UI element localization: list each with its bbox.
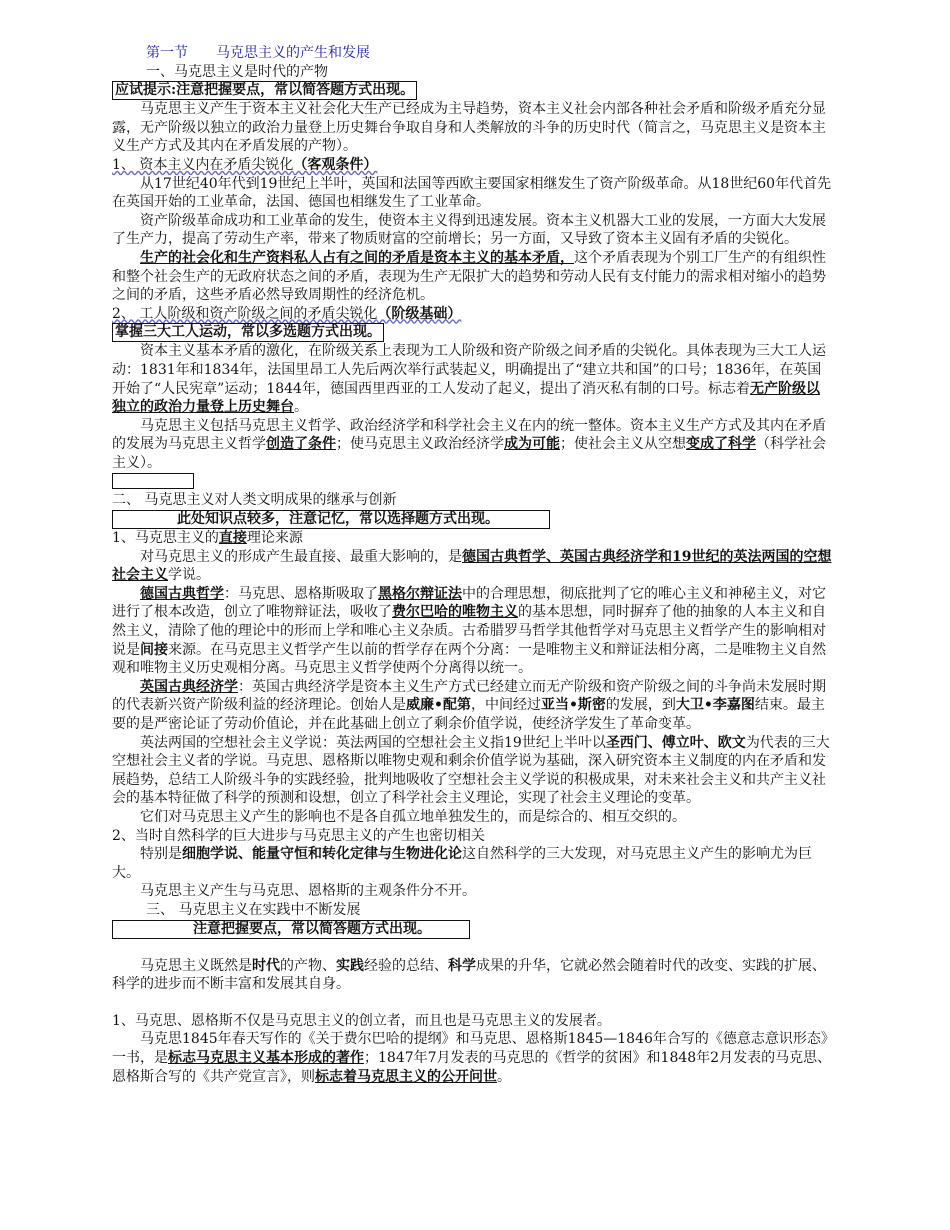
paragraph: 英法两国的空想社会主义学说：英法两国的空想社会主义指19世纪上半叶以圣西门、傅立叶、欧文为代表的三大空想社会主义者的学说。马克思、恩格斯以唯物史观和剩余价值学说为基础，深入研究资本主义制度的内在矛盾和发展趋势，总结工人阶级斗争的实践经验，批判地吸收了空想社会主义学说的积极成果，对未来社会主义和共产主义社会的基本特征做了科学的预测和设想，创立了科学社会主义理论，实现了社会主义理论的变革。: [112, 734, 830, 807]
subheading: 1、马克思、恩格斯不仅是马克思主义的创立者，而且也是马克思主义的发展者。: [112, 1012, 611, 1029]
paragraph: 马克思主义包括马克思主义哲学、政治经济学和科学社会主义在内的统一整体。资本主义生产方式及其内在矛盾的发展为马克思主义哲学创造了条件；使马克思主义政治经济学成为可能；使社会主义从空想变成了科学（科学社会主义）。: [112, 417, 826, 471]
paragraph: 从17世纪40年代到19世纪上半叶，英国和法国等西欧主要国家相继发生了资产阶级革命。从18世纪60年代首先在英国开始的工业革命，法国、德国也相继发生了工业革命。: [112, 175, 832, 211]
exam-tip-box: 此处知识点较多，注意记忆，常以选择题方式出现。: [112, 510, 550, 529]
paragraph: 英国古典经济学：英国古典经济学是资本主义生产方式已经建立而无产阶级和资产阶级之间的斗争尚未发展时期的代表新兴资产阶级利益的经济理论。创始人是威廉•配第，中间经过亚当•斯密的发展，到大卫•李嘉图结束。最主要的是严密论证了劳动价值论，并在此基础上创立了剩余价值学说，使经济学发生了革命变革。: [112, 678, 826, 732]
empty-box: [112, 473, 194, 489]
paragraph: 它们对马克思主义产生的影响也不是各自孤立地单独发生的，而是综合的、相互交织的。: [140, 808, 686, 825]
exam-tip-box: 掌握三大工人运动，常以多选题方式出现。: [112, 323, 384, 342]
subheading-2: 2、 工人阶级和资产阶级之间的矛盾尖锐化（阶级基础）: [112, 305, 462, 322]
paragraph: 资本主义基本矛盾的激化，在阶级关系上表现为工人阶级和资产阶级之间矛盾的尖锐化。具体表现为三大工人运动：1831年和1834年，法国里昂工人先后两次举行武装起义，明确提出了“建立共和国”的口号；1836年，在英国开始了“人民宪章”运动；1844年，德国西里西亚的工人发动了起义，提出了消灭私有制的口号。标志着无产阶级以独立的政治力量登上历史舞台。: [112, 343, 826, 416]
document-page: [112, 44, 832, 1086]
exam-tip-box: 应试提示:注意把握要点，常以简答题方式出现。: [112, 81, 417, 100]
exam-tip-box: 注意把握要点，常以简答题方式出现。: [112, 920, 470, 939]
subheading: 1、马克思主义的直接理论来源: [112, 530, 303, 547]
subheading: 2、当时自然科学的巨大进步与马克思主义的产生也密切相关: [112, 827, 485, 844]
paragraph: 资产阶级革命成功和工业革命的发生，使资本主义得到迅速发展。资本主义机器大工业的发展，一方面大大发展了生产力，提高了劳动生产率，带来了物质财富的空前增长；另一方面，又导致了资本主义固有矛盾的尖锐化。: [112, 212, 826, 248]
paragraph: 生产的社会化和生产资料私人占有之间的矛盾是资本主义的基本矛盾，这个矛盾表现为个别工厂生产的有组织性和整个社会生产的无政府状态之间的矛盾，表现为生产无限扩大的趋势和劳动人民有支付能力的需求相对缩小的趋势之间的矛盾，这些矛盾必然导致周期性的经济危机。: [112, 249, 826, 304]
section-title: 第一节 马克思主义的产生和发展: [146, 45, 370, 61]
paragraph: 马克思1845年春天写作的《关于费尔巴哈的提纲》和马克思、恩格斯1845—1846年合写的《德意志意识形态》一书，是标志马克思主义基本形成的著作；1847年7月发表的马克思的《哲学的贫困》和1848年2月发表的马克思、恩格斯合写的《共产党宣言》，则标志着马克思主义的公开问世。: [112, 1031, 832, 1085]
paragraph: 马克思主义既然是时代的产物、实践经验的总结、科学成果的升华，它就必然会随着时代的改变、实践的扩展、科学的进步而不断丰富和发展其自身。: [112, 957, 826, 993]
part1-heading: 一、马克思主义是时代的产物: [146, 63, 328, 80]
paragraph: 特别是细胞学说、能量守恒和转化定律与生物进化论这自然科学的三大发现，对马克思主义产生的影响尤为巨大。: [112, 846, 812, 881]
paragraph: 德国古典哲学：马克思、恩格斯吸取了黑格尔辩证法中的合理思想，彻底批判了它的唯心主义和神秘主义，对它进行了根本改造，创立了唯物辩证法，吸收了费尔巴哈的唯物主义的基本思想，同时摒弃了他的抽象的人本主义和自然主义，清除了他的理论中的形而上学和唯心主义杂质。古希腊罗马哲学其他哲学对马克思主义哲学产生的影响相对说是间接来源。在马克思主义哲学产生以前的哲学存在两个分离：一是唯物主义和辩证法相分离，二是唯物主义自然观和唯物主义历史观相分离。马克思主义哲学使两个分离得以统一。: [112, 585, 826, 677]
part2-heading: 二、 马克思主义对人类文明成果的继承与创新: [112, 492, 397, 509]
part3-heading: 三、 马克思主义在实践中不断发展: [146, 901, 361, 918]
paragraph: 对马克思主义的形成产生最直接、最重大影响的，是德国古典哲学、英国古典经济学和19世纪的英法两国的空想社会主义学说。: [112, 548, 832, 584]
subheading-1: 1、 资本主义内在矛盾尖锐化（客观条件）: [112, 156, 378, 173]
part1-intro: 马克思主义产生于资本主义社会化大生产已经成为主导趋势，资本主义社会内部各种社会矛盾和阶级矛盾充分显露，无产阶级以独立的政治力量登上历史舞台争取自身和人类解放的斗争的历史时代（简言之，马克思主义是资本主义生产方式及其内在矛盾发展的产物）。: [112, 101, 826, 155]
paragraph: 马克思主义产生与马克思、恩格斯的主观条件分不开。: [140, 883, 476, 900]
